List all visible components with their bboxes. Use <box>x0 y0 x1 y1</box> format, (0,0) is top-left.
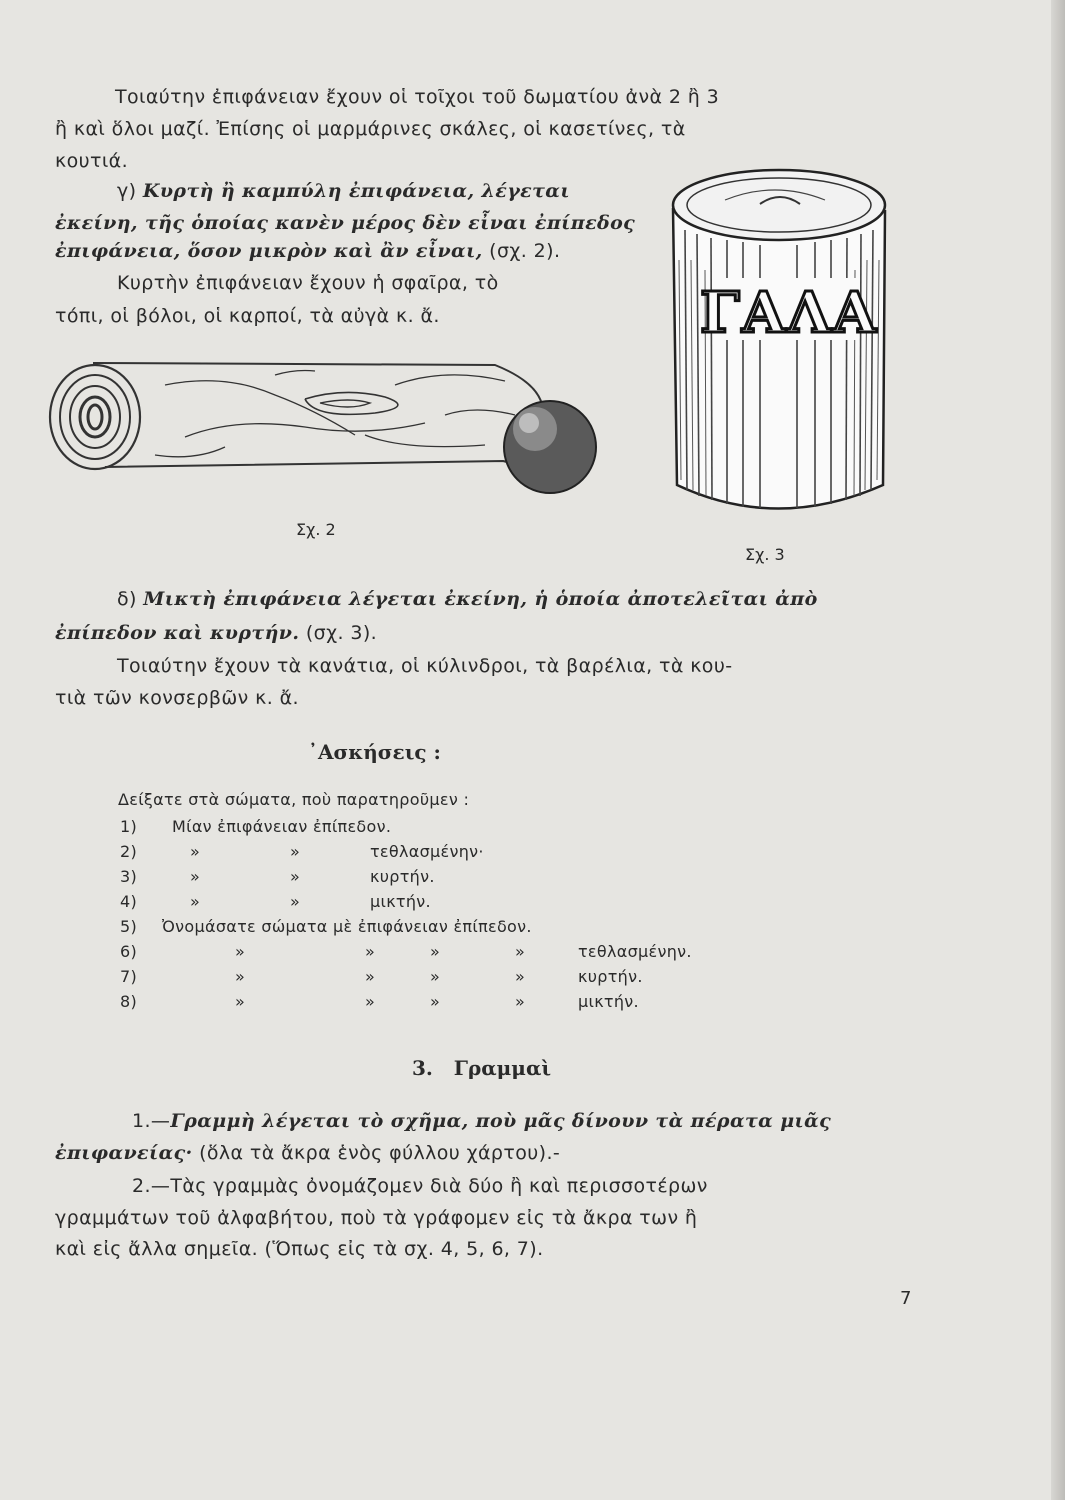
exercise-text: κυρτήν. <box>578 967 643 986</box>
section-paragraph-line <box>55 1142 560 1164</box>
exercise-number: 8) <box>120 992 138 1011</box>
curved-definition-line <box>117 180 570 202</box>
definition-text: ἐπιφάνεια, ὅσον μικρὸν καὶ ἂν εἶναι, <box>55 240 483 262</box>
ditto-mark: » <box>290 867 301 886</box>
can-label-text: ΓΑΛΑ <box>699 280 879 346</box>
mixed-definition-line <box>55 622 377 644</box>
page-number: 7 <box>900 1288 912 1309</box>
page-edge <box>1051 0 1065 1500</box>
figure-2-caption: Σχ. 2 <box>296 520 336 539</box>
curved-example-line: τόπι, οἱ βόλοι, οἱ καρποί, τὰ αὐγὰ κ. ἄ. <box>55 305 440 327</box>
section-paragraph-line: γραμμάτων τοῦ ἀλφαβήτου, ποὺ τὰ γράφομεν εἰς τὰ ἄκρα των ἢ <box>55 1207 698 1229</box>
section-number: 3. <box>412 1056 433 1080</box>
section-paragraph-line <box>132 1110 831 1132</box>
section-title: Γραμμαὶ <box>453 1056 552 1080</box>
exercise-text: μικτήν. <box>578 992 639 1011</box>
paragraph-text: (ὅλα τὰ ἄκρα ἑνὸς φύλλου χάρτου).- <box>199 1142 561 1164</box>
exercise-text: τεθλασμένην. <box>578 942 692 961</box>
definition-text: Κυρτὴ ἢ καμπύλη ἐπιφάνεια, λέγεται <box>142 180 570 202</box>
ditto-mark: » <box>365 942 376 961</box>
ditto-mark: » <box>430 942 441 961</box>
exercise-text: Μίαν ἐπιφάνειαν ἐπίπεδον. <box>172 817 392 836</box>
ditto-mark: » <box>235 967 246 986</box>
exercise-number: 1) <box>120 817 138 836</box>
ditto-mark: » <box>365 967 376 986</box>
curved-definition-line <box>55 240 560 262</box>
section-heading <box>412 1056 551 1080</box>
exercise-number: 3) <box>120 867 138 886</box>
item-label: δ) <box>117 588 137 610</box>
definition-text: Μικτὴ ἐπιφάνεια λέγεται ἐκείνη, ἡ ὁποία ἀποτελεῖται ἀπὸ <box>143 588 818 610</box>
paragraph-line: ἢ καὶ ὅλοι μαζί. Ἐπίσης οἱ μαρμάρινες σκάλες, οἱ κασετίνες, τὰ <box>55 118 686 140</box>
definition-text: Γραμμὴ λέγεται τὸ σχῆμα, ποὺ μᾶς δίνουν τὰ πέρατα μιᾶς <box>170 1110 832 1132</box>
exercises-heading: ᾿Ασκήσεις : <box>308 740 441 764</box>
exercise-number: 7) <box>120 967 138 986</box>
ditto-mark: » <box>290 892 301 911</box>
ditto-mark: » <box>235 942 246 961</box>
ditto-mark: » <box>515 942 526 961</box>
section-paragraph-line: 2.—Τὰς γραμμὰς ὀνομάζομεν διὰ δύο ἢ καὶ περισσοτέρων <box>132 1175 708 1197</box>
exercise-text: Ὀνομάσατε σώματα μὲ ἐπιφάνειαν ἐπίπεδον. <box>162 917 532 936</box>
mixed-example-line: Τοιαύτην ἔχουν τὰ κανάτια, οἱ κύλινδροι, τὰ βαρέλια, τὰ κου- <box>117 655 733 677</box>
ditto-mark: » <box>290 842 301 861</box>
curved-definition-line: ἐκείνη, τῆς ὁποίας κανὲν μέρος δὲν εἶναι ἐπίπεδος <box>55 212 636 234</box>
mixed-definition-line <box>117 588 818 610</box>
exercise-number: 5) <box>120 917 138 936</box>
ditto-mark: » <box>430 992 441 1011</box>
paragraph-line: Τοιαύτην ἐπιφάνειαν ἔχουν οἱ τοῖχοι τοῦ δωματίου ἀνὰ 2 ἢ 3 <box>115 86 720 108</box>
milk-can-illustration <box>665 160 895 540</box>
log-and-ball-illustration <box>45 355 615 525</box>
exercise-number: 4) <box>120 892 138 911</box>
definition-text: ἐπίπεδον καὶ κυρτήν. <box>55 622 300 644</box>
exercise-number: 6) <box>120 942 138 961</box>
ditto-mark: » <box>190 892 201 911</box>
exercise-number: 2) <box>120 842 138 861</box>
ditto-mark: » <box>365 992 376 1011</box>
exercise-text: μικτήν. <box>370 892 431 911</box>
figure-3-caption: Σχ. 3 <box>745 545 785 564</box>
exercises-intro: Δείξατε στὰ σώματα, ποὺ παρατηροῦμεν : <box>118 790 470 809</box>
ditto-mark: » <box>515 992 526 1011</box>
paragraph-number: 1.— <box>132 1110 171 1132</box>
definition-text: ἐπιφανείας· <box>55 1142 193 1164</box>
ditto-mark: » <box>235 992 246 1011</box>
curved-example-line: Κυρτὴν ἐπιφάνειαν ἔχουν ἡ σφαῖρα, τὸ <box>117 272 499 294</box>
exercise-text: τεθλασμένην· <box>370 842 484 861</box>
mixed-example-line: τιὰ τῶν κονσερβῶν κ. ἄ. <box>55 687 299 709</box>
ditto-mark: » <box>190 842 201 861</box>
section-paragraph-line: καὶ εἰς ἄλλα σημεῖα. (Ὅπως εἰς τὰ σχ. 4, 5, 6, 7). <box>55 1238 544 1260</box>
ditto-mark: » <box>430 967 441 986</box>
paragraph-line: κουτιά. <box>55 150 129 172</box>
ditto-mark: » <box>190 867 201 886</box>
figure-reference: (σχ. 2). <box>489 240 561 262</box>
ditto-mark: » <box>515 967 526 986</box>
figure-reference: (σχ. 3). <box>305 622 378 644</box>
item-label: γ) <box>117 180 137 202</box>
exercise-text: κυρτήν. <box>370 867 435 886</box>
